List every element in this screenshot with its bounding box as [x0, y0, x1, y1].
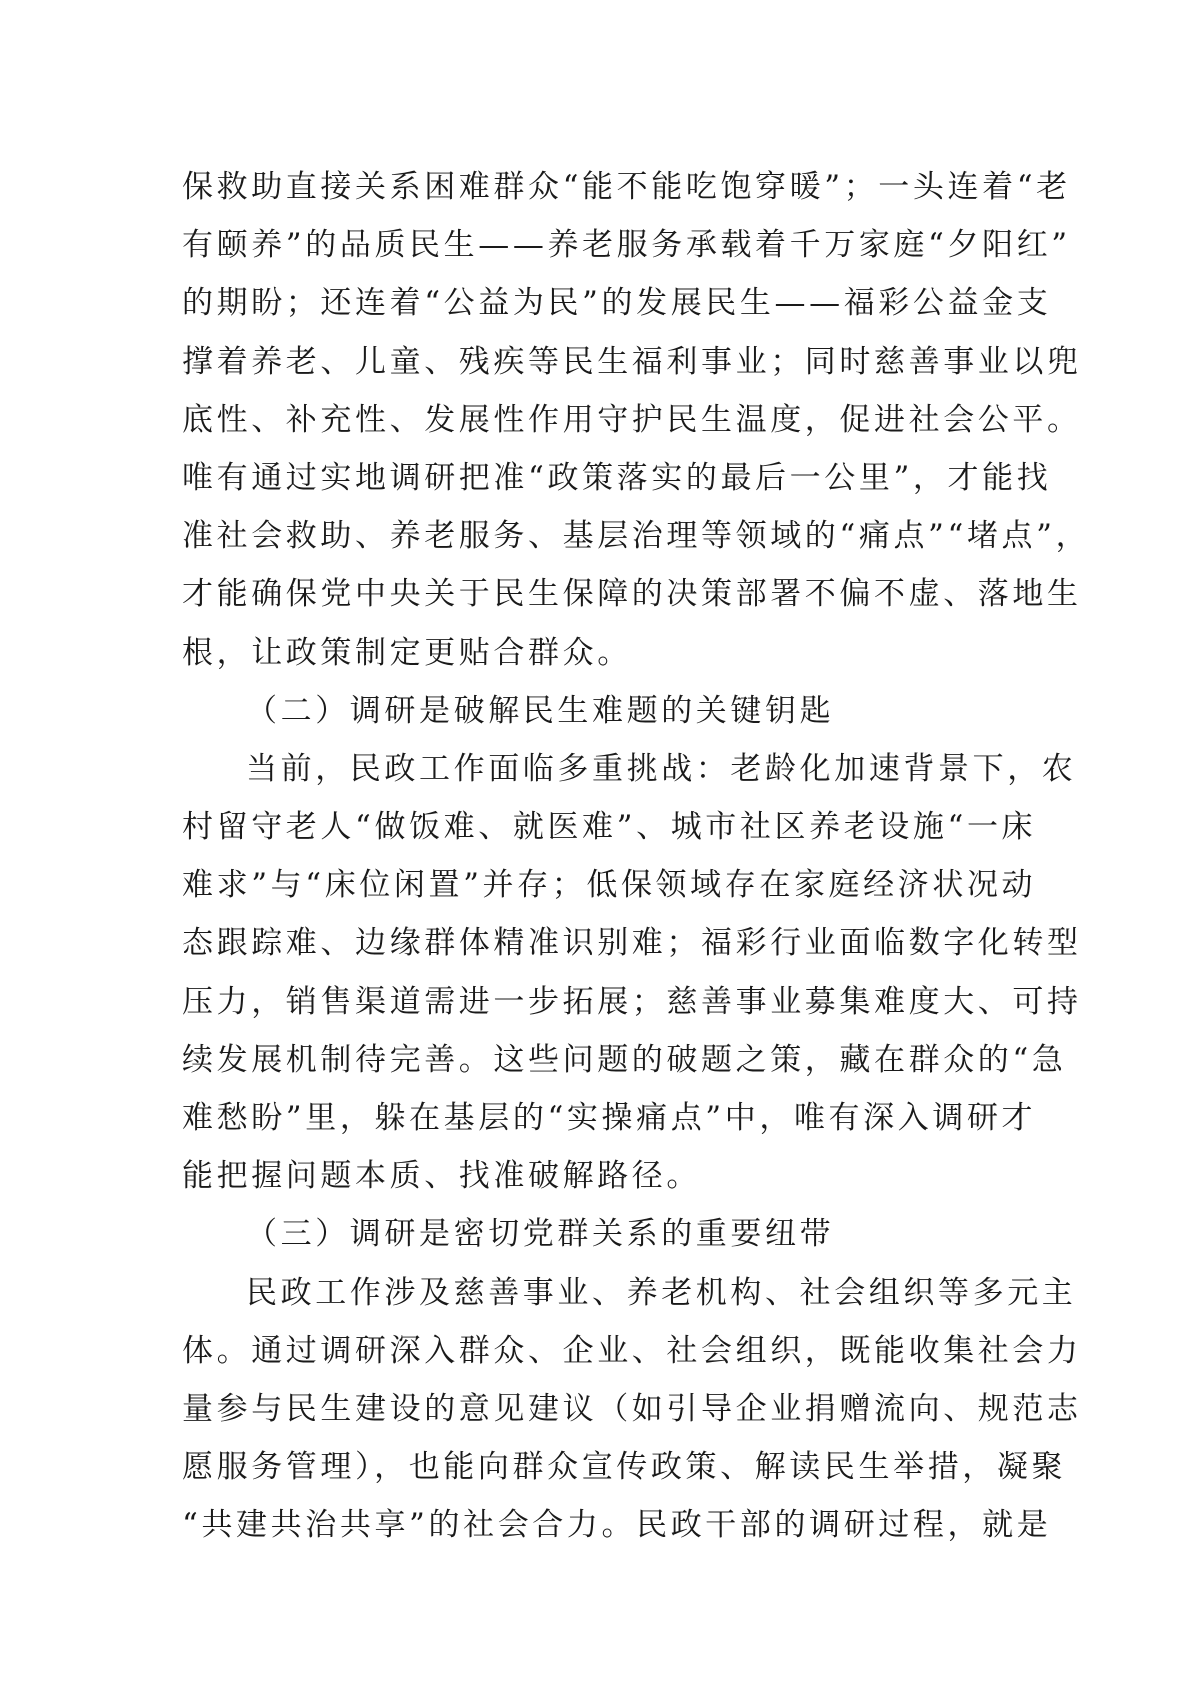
text-line: 压力，销售渠道需进一步拓展；慈善事业募集难度大、可持 — [182, 983, 1082, 1020]
text-line: 态跟踪难、边缘群体精准识别难；福彩行业面临数字化转型 — [182, 925, 1082, 962]
section-heading: （二）调研是破解民生难题的关键钥匙 — [246, 692, 835, 729]
text-line: 根，让政策制定更贴合群众。 — [182, 634, 632, 671]
text-line: “共建共治共享”的社会合力。民政干部的调研过程，就是 — [182, 1507, 1052, 1544]
text-line: 准社会救助、养老服务、基层治理等领域的“痛点”“堵点”， — [182, 518, 1091, 555]
text-line: 的期盼；还连着“公益为民”的发展民生——福彩公益金支 — [182, 285, 1052, 322]
text-line: 当前，民政工作面临多重挑战：老龄化加速背景下，农 — [246, 750, 1077, 787]
text-line: 唯有通过实地调研把准“政策落实的最后一公里”，才能找 — [182, 459, 1052, 496]
text-line: 难愁盼”里，躲在基层的“实操痛点”中，唯有深入调研才 — [182, 1100, 1037, 1136]
text-line: 难求”与“床位闲置”并存；低保领域存在家庭经济状况动 — [182, 867, 1037, 904]
text-line: 能把握问题本质、找准破解路径。 — [182, 1158, 701, 1195]
text-line: 愿服务管理），也能向群众宣传政策、解读民生举措，凝聚 — [182, 1449, 1067, 1486]
text-line: 才能确保党中央关于民生保障的决策部署不偏不虚、落地生 — [182, 576, 1082, 613]
document-body — [182, 158, 1091, 1555]
text-line: 保救助直接关系困难群众“能不能吃饱穿暖”；一头连着“老 — [182, 169, 1071, 205]
text-line: 民政工作涉及慈善事业、养老机构、社会组织等多元主 — [246, 1274, 1077, 1311]
text-line: 量参与民生建设的意见建议（如引导企业捐赠流向、规范志 — [182, 1390, 1082, 1427]
text-line: 续发展机制待完善。这些问题的破题之策，藏在群众的“急 — [182, 1041, 1067, 1078]
text-line: 撑着养老、儿童、残疾等民生福利事业；同时慈善事业以兜 — [182, 343, 1082, 380]
section-heading: （三）调研是密切党群关系的重要纽带 — [246, 1216, 835, 1253]
text-line: 体。通过调研深入群众、企业、社会组织，既能收集社会力 — [182, 1332, 1082, 1369]
text-line: 村留守老人“做饭难、就医难”、城市社区养老设施“一床 — [182, 809, 1037, 846]
text-line: 有颐养”的品质民生——养老服务承载着千万家庭“夕阳红” — [182, 227, 1071, 264]
text-line: 底性、补充性、发展性作用守护民生温度，促进社会公平。 — [182, 401, 1082, 438]
